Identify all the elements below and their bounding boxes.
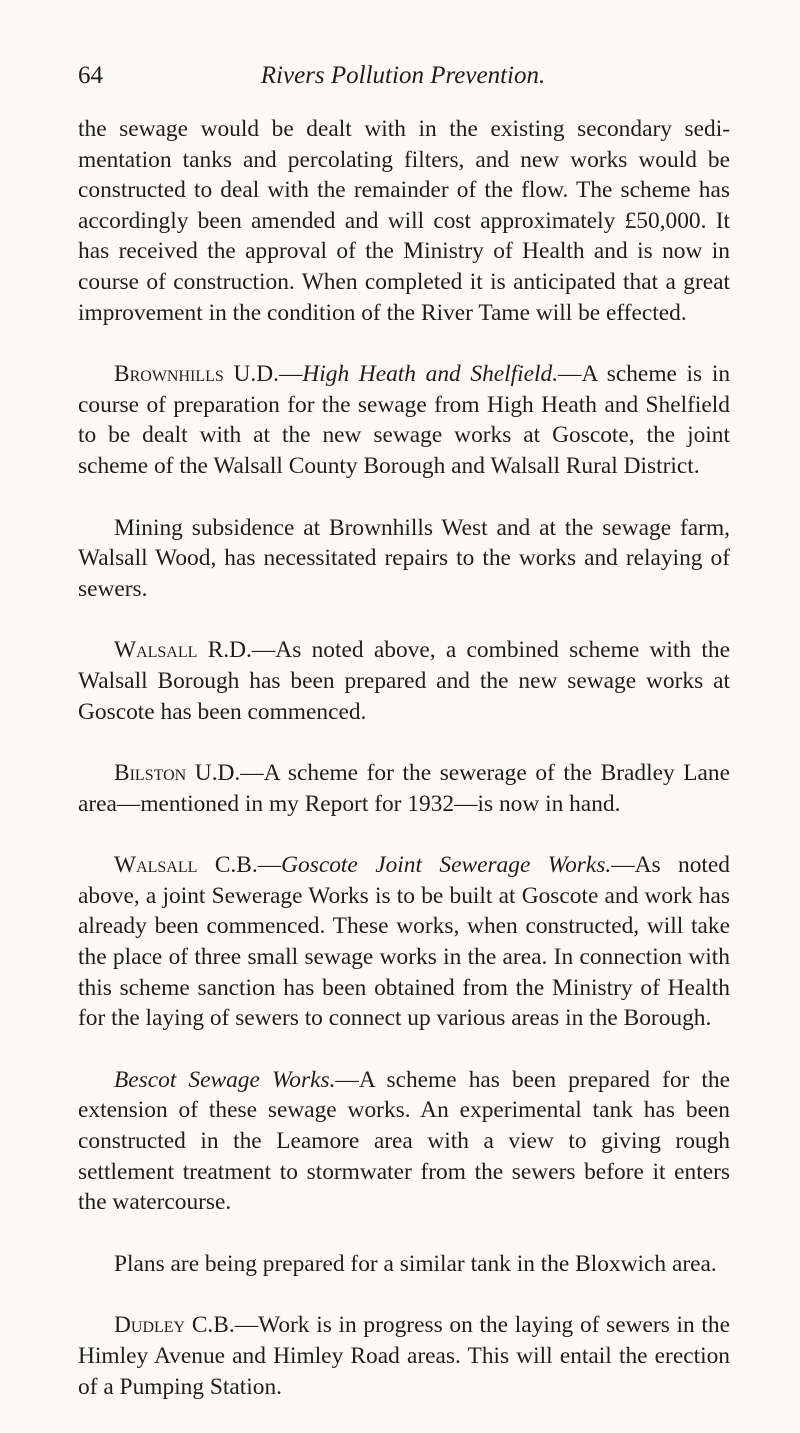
paragraph-bescot: Bescot Sewage Works.—A scheme has been prepared for the extension of these sewage works. An experimental tank has been constructed in the Leamore area with a view to giving rough settlement treatment to stormwater from the sewers before it enters the watercourse. [78, 1066, 730, 1216]
paragraph-bloxwich: Plans are being prepared for a similar tank in the Bloxwich area. [114, 1250, 717, 1277]
section-heading: Brownhills U.D. [114, 361, 279, 388]
section-heading: Dudley C.B. [114, 1312, 235, 1339]
paragraph-continuation: the sewage would be dealt with in the existing secondary sedi- mentation tanks and percolating filters, and new works would be constructed to deal with the remainder of the flow. The scheme has accordingly been amended and will cost approximately £50,000. It has received the approval of the Ministry of Health and is now in course of construction. When completed it is anticipated that a great improvement in the condition of the River Tame will be effected. [78, 116, 730, 326]
section-heading: Walsall R.D. [114, 637, 252, 664]
section-heading: Walsall C.B. [114, 852, 258, 879]
page-header [78, 62, 728, 96]
section-heading: Bilston U.D. [114, 760, 241, 787]
body-text [78, 114, 730, 1433]
paragraph-mining-subsidence: Mining subsidence at Brownhills West and at the sewage farm, Walsall Wood, has necessitated repairs to the works and relaying of sewers. [78, 514, 730, 602]
paragraph-dudley: Dudley C.B.—Work is in progress on the laying of sewers in the Himley Avenue and Himley Road areas. This will entail the erection of a Pumping Station. [78, 1312, 730, 1400]
section-subheading: High Heath and Shelfield. [302, 361, 559, 388]
paragraph-walsall-rd: Walsall R.D.—As noted above, a combined scheme with the Walsall Borough has been prepared and the new sewage works at Goscote has been commenced. [78, 637, 730, 725]
paragraph-bilston: Bilston U.D.—A scheme for the sewerage of the Bradley Lane area—mentioned in my Report for 1932—is now in hand. [78, 760, 730, 817]
page-number: 64 [78, 62, 103, 89]
paragraph-walsall-cb: Walsall C.B.—Goscote Joint Sewerage Works.—As noted above, a joint Sewerage Works is to be built at Goscote and work has already been commenced. These works, when constructed, will take the place of three small sewage works in the area. In connection with this scheme sanction has been obtained from the Ministry of Health for the laying of sewers to connect up various areas in the Borough. [78, 852, 730, 1032]
running-title: Rivers Pollution Prevention. [260, 62, 546, 89]
section-subheading: Bescot Sewage Works. [114, 1066, 336, 1093]
section-subheading: Goscote Joint Sewerage Works. [281, 852, 612, 879]
paragraph-brownhills: Brownhills U.D.—High Heath and Shelfield.—A scheme is in course of preparation for the sewage from High Heath and Shelfield to be dealt with at the new sewage works at Goscote, the joint scheme of the Walsall County Borough and Walsall Rural District. [78, 361, 731, 479]
